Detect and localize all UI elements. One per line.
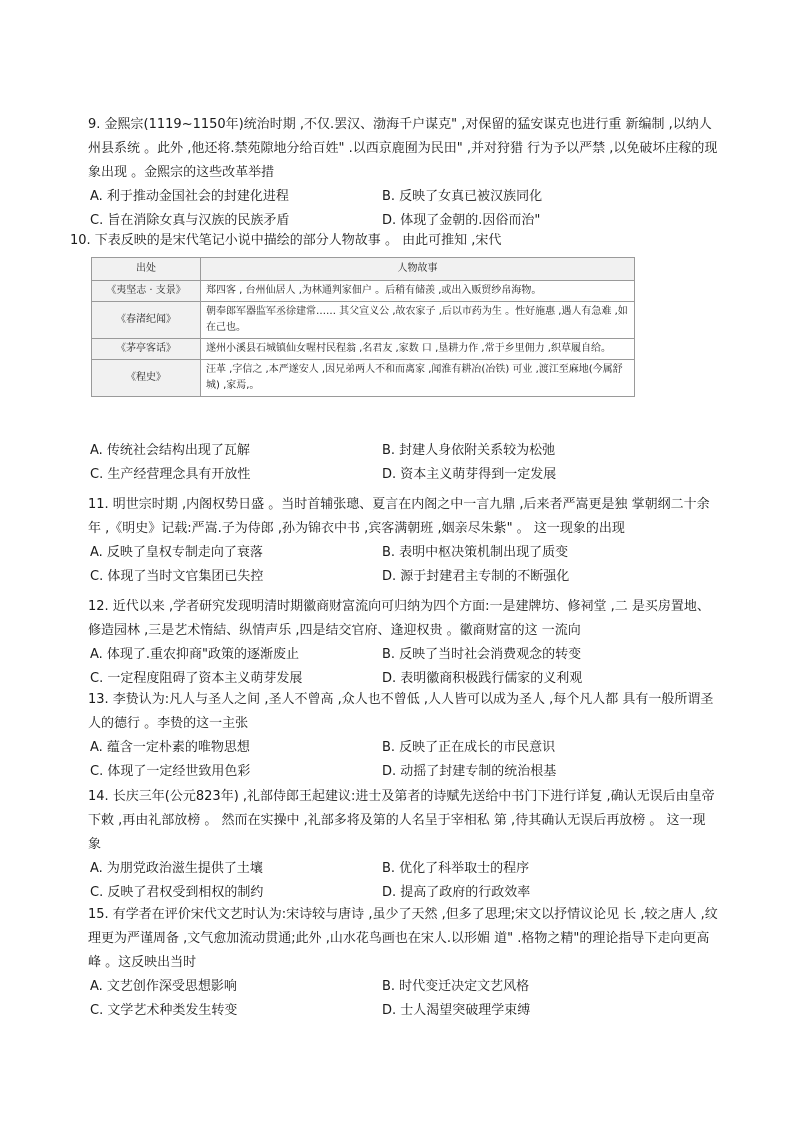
table-row (92, 302, 635, 339)
question-13-text: 13. 李贽认为:凡人与圣人之间 ,圣人不曾高 ,众人也不曾低 ,人人皆可以成为圣人 ,每个凡人都 具有一般所谓圣人的德行 。李贽的这一主张 (88, 692, 714, 731)
table-row (92, 281, 635, 302)
table-cell-source: 《程史》 (92, 360, 201, 397)
option-c: C. 一定程度阻碍了资本主义萌芽发展 (90, 671, 303, 686)
option-a: A. 为朋党政治滋生提供了土壤 (90, 861, 263, 876)
option-a: A. 蕴含一定朴素的唯物思想 (90, 740, 250, 755)
question-13 (88, 688, 718, 784)
table-row (92, 360, 635, 397)
question-10-text: 10. 下表反映的是宋代笔记小说中描绘的部分人物故事 。 由此可推知 ,宋代 (70, 233, 502, 248)
question-10 (70, 229, 700, 253)
option-d: D. 动摇了封建专制的统治根基 (382, 764, 557, 779)
question-15-options (90, 975, 718, 1023)
question-15-text: 15. 有学者在评价宋代文艺时认为:宋诗较与唐诗 ,虽少了天然 ,但多了思理;宋文以抒情议论见 长 ,较之唐人 ,纹理更为严谨周备 ,文气愈加流动贯通;此外 ,山水花鸟画也在宋人.以形媚 道" .格物之精"的理论指导下走向更高峰 。这反映出当时 (88, 907, 718, 970)
option-b: B. 优化了科举取士的程序 (382, 861, 530, 876)
option-a: A. 传统社会结构出现了瓦解 (90, 443, 250, 458)
question-10-options-block (88, 439, 718, 487)
option-a: A. 利于推动金国社会的封建化进程 (90, 189, 289, 204)
question-14-text: 14. 长庆三年(公元823年) ,礼部侍郎王起建议:进士及第者的诗赋先送给中书门下进行详复 ,确认无误后由皇帝下敕 ,再由礼部放榜 。 然而在实操中 ,礼部多将及第的人名呈于宰相私 第 ,待其确认无误后再放榜 。 这一现象 (88, 789, 715, 852)
question-14-options (90, 857, 718, 905)
option-a: A. 反映了皇权专制走向了衰落 (90, 545, 263, 560)
question-13-options (90, 736, 718, 784)
story-table (91, 257, 635, 397)
option-c: C. 旨在消除女真与汉族的民族矛盾 (90, 213, 290, 228)
table-cell-story: 遂州小溪县石城镇仙女喔村民程翁 ,名君友 ,家数 口 ,垦耕力作 ,常于乡里佣力 ,织草履自给。 (201, 339, 635, 360)
table-cell-story: 朝奉郎军器监军丞徐建常…… 其父宣义公 ,故农家子 ,后以市药为生 。性好施惠 ,遇人有急难 ,如在己也。 (201, 302, 635, 339)
option-b: B. 时代变迁决定文艺风格 (382, 979, 530, 994)
question-14 (88, 785, 718, 905)
question-9 (88, 113, 718, 233)
table-cell-story: 汪革 ,字信之 ,本严遂安人 ,因兄弟两人不和而离家 ,闻淮有耕冶(冶铁) 可业 ,渡江至麻地(今属舒城) ,家焉,。 (201, 360, 635, 397)
option-d: D. 士人渴望突破理学束缚 (382, 1003, 531, 1018)
table-cell-source: 《茅亭客话》 (92, 339, 201, 360)
option-c: C. 体现了一定经世致用色彩 (90, 764, 251, 779)
question-11-options (90, 541, 718, 589)
table-header-source: 出处 (92, 258, 201, 281)
question-15 (88, 903, 718, 1023)
question-9-text: 9. 金熙宗(1119~1150年)统治时期 ,不仅.罢汉、渤海千户谋克" ,对保留的猛安谋克也进行重 新编制 ,以纳人州县系统 。此外 ,他还将.禁苑隙地分给百姓" .以西京鹿囿为民田" ,并对狩猎 行为予以严禁 ,以免破坏庄稼的现象出现 。金熙宗的这些改革举措 (88, 117, 718, 180)
question-9-options (90, 185, 718, 233)
option-b: B. 反映了女真已被汉族同化 (382, 189, 543, 204)
table-cell-story: 郑四客 , 台州仙居人 ,为林通判家佃户 。后稍有储羡 ,或出入贩贸纱帛海物。 (201, 281, 635, 302)
question-11-text: 11. 明世宗时期 ,内阁权势日盛 。当时首辅张璁、夏言在内阁之中一言九鼎 ,后来者严嵩更是独 掌朝纲二十余年 ,《明史》记载:严嵩.子为侍郎 ,孙为锦衣中书 ,宾客满朝班 ,姻亲尽朱紫" 。 这一现象的出现 (88, 497, 710, 536)
option-d: D. 资本主义萌芽得到一定发展 (382, 467, 557, 482)
option-c: C. 生产经营理念具有开放性 (90, 467, 251, 482)
option-b: B. 反映了正在成长的市民意识 (382, 740, 556, 755)
option-c: C. 体现了当时文官集团已失控 (90, 569, 264, 584)
table-row (92, 339, 635, 360)
question-12 (88, 595, 718, 691)
option-b: B. 封建人身依附关系较为松弛 (382, 443, 556, 458)
option-d: D. 体现了金朝的.因俗而治" (382, 213, 541, 228)
option-c: C. 文学艺术种类发生转变 (90, 1003, 238, 1018)
question-12-text: 12. 近代以来 ,学者研究发现明清时期徽商财富流向可归纳为四个方面:一是建牌坊、修祠堂 ,二 是买房置地、修造园林 ,三是艺术惰結、纵情声乐 ,四是结交官府、逢迎权贵 。徽商财富的这 一流向 (88, 599, 710, 638)
option-d: D. 提高了政府的行政效率 (382, 885, 531, 900)
option-b: B. 表明中枢决策机制出现了质变 (382, 545, 569, 560)
table-cell-source: 《夷坚志 · 支景》 (92, 281, 201, 302)
option-c: C. 反映了君权受到相权的制约 (90, 885, 264, 900)
option-d: D. 源于封建君主专制的不断强化 (382, 569, 570, 584)
question-10-options (90, 439, 718, 487)
table-header-story: 人物故事 (201, 258, 635, 281)
option-b: B. 反映了当时社会消费观念的转变 (382, 647, 582, 662)
option-a: A. 文艺创作深受思想影响 (90, 979, 237, 994)
table-cell-source: 《春渚纪闻》 (92, 302, 201, 339)
table-header-row (92, 258, 635, 281)
question-11 (88, 493, 718, 589)
question-12-options (90, 643, 718, 691)
option-a: A. 体现了.重农抑商"政策的逐渐废止 (90, 647, 300, 662)
option-d: D. 表明徽商积极践行儒家的义利观 (382, 671, 583, 686)
